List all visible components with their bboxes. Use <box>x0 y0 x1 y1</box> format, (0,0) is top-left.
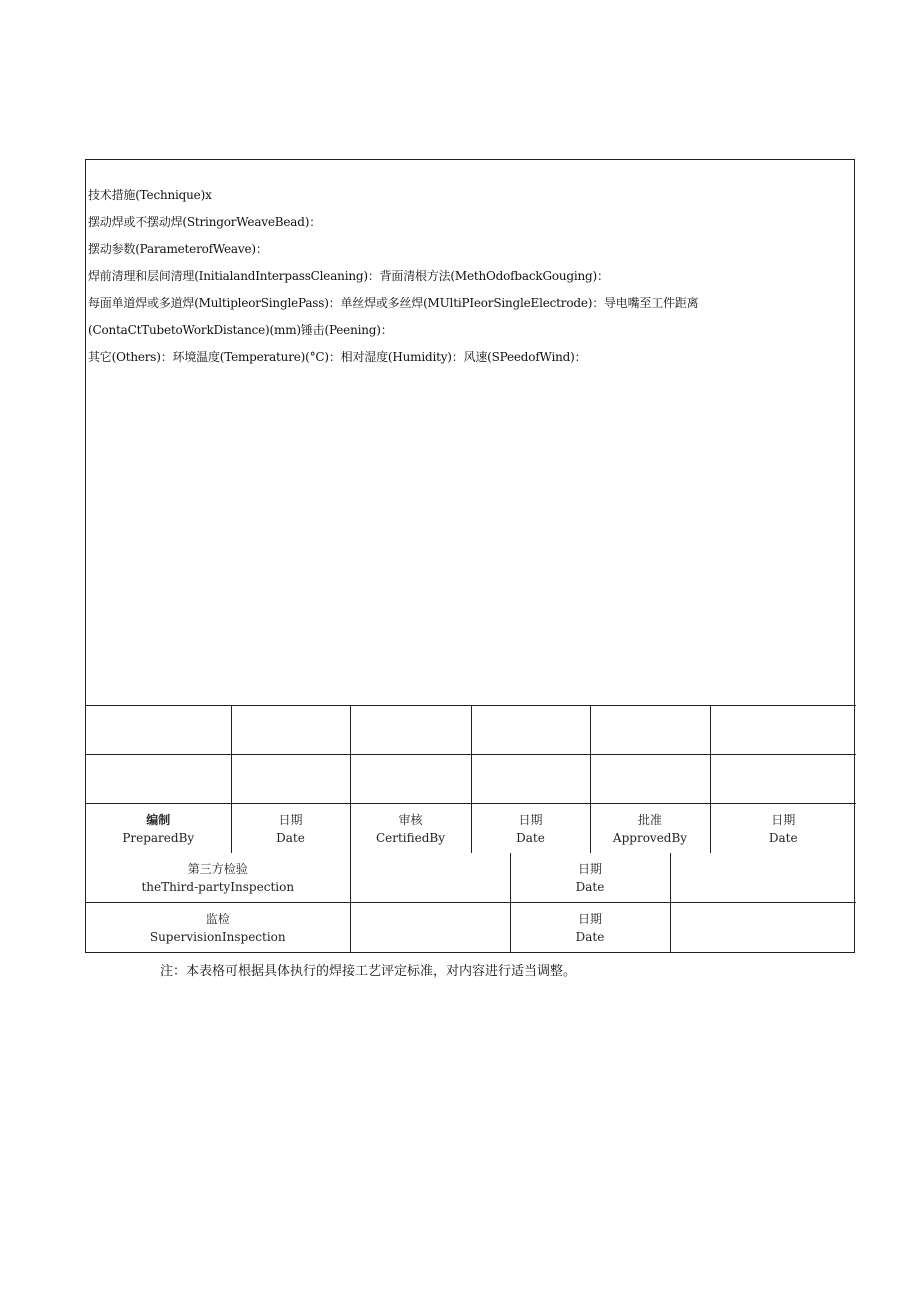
date-label: 日期 Date <box>510 903 670 953</box>
third-party-row <box>86 853 856 903</box>
signature-cell-prepared[interactable] <box>86 706 231 755</box>
inspection-table <box>86 853 856 952</box>
signature-cell-date3[interactable] <box>710 755 856 804</box>
date-label: 日期 Date <box>471 804 590 854</box>
certified-by-label: 审核 CertifiedBy <box>350 804 471 854</box>
supervision-inspection-label: 监检 SupervisionInspection <box>86 903 350 953</box>
supervision-row <box>86 903 856 953</box>
supervision-signature-cell[interactable] <box>350 903 510 953</box>
signature-row <box>86 755 856 804</box>
signature-cell-certified[interactable] <box>350 706 471 755</box>
technique-line: (ContaCtTubetoWorkDistance)(mm)锤击(Peening)： <box>88 323 393 337</box>
signature-cell-date1[interactable] <box>231 706 350 755</box>
technique-line: 技术措施(Technique)x <box>88 188 212 202</box>
approved-by-label: 批准 ApprovedBy <box>590 804 710 854</box>
signature-cell-date2[interactable] <box>471 755 590 804</box>
signature-cell-prepared[interactable] <box>86 755 231 804</box>
approval-table <box>86 705 856 853</box>
date-label: 日期 Date <box>231 804 350 854</box>
third-party-date-cell[interactable] <box>670 853 856 903</box>
signature-cell-date1[interactable] <box>231 755 350 804</box>
supervision-date-cell[interactable] <box>670 903 856 953</box>
footnote: 注：本表格可根据具体执行的焊接工艺评定标准，对内容进行适当调整。 <box>160 964 577 979</box>
signature-cell-approved[interactable] <box>590 755 710 804</box>
technique-line: 焊前清理和层间清理(InitialandInterpassCleaning)：背面清根方法(MethOdofbackGouging)： <box>88 269 609 283</box>
signature-cell-certified[interactable] <box>350 755 471 804</box>
date-label: 日期 Date <box>510 853 670 903</box>
signature-cell-date2[interactable] <box>471 706 590 755</box>
welding-procedure-form <box>85 159 855 953</box>
signature-cell-date3[interactable] <box>710 706 856 755</box>
technique-line: 其它(Others)：环境温度(Temperature)(°C)：相对湿度(Humidity)：风速(SPeedofWind)： <box>88 350 587 364</box>
technique-line: 摆动焊或不摆动焊(StringorWeaveBead)： <box>88 215 322 229</box>
technique-line: 每面单道焊或多道焊(MultipleorSinglePass)：单丝焊或多丝焊(MUltiPIeorSingleElectrode)：导电嘴至工件距离 <box>88 296 699 310</box>
signature-row <box>86 706 856 755</box>
approval-label-row <box>86 804 856 854</box>
third-party-signature-cell[interactable] <box>350 853 510 903</box>
prepared-by-label: 编制 PreparedBy <box>86 804 231 854</box>
signature-cell-approved[interactable] <box>590 706 710 755</box>
third-party-inspection-label: 第三方检验 theThird-partyInspection <box>86 853 350 903</box>
technique-line: 摆动参数(ParameterofWeave)： <box>88 242 268 256</box>
date-label: 日期 Date <box>710 804 856 854</box>
technique-section <box>86 160 854 705</box>
